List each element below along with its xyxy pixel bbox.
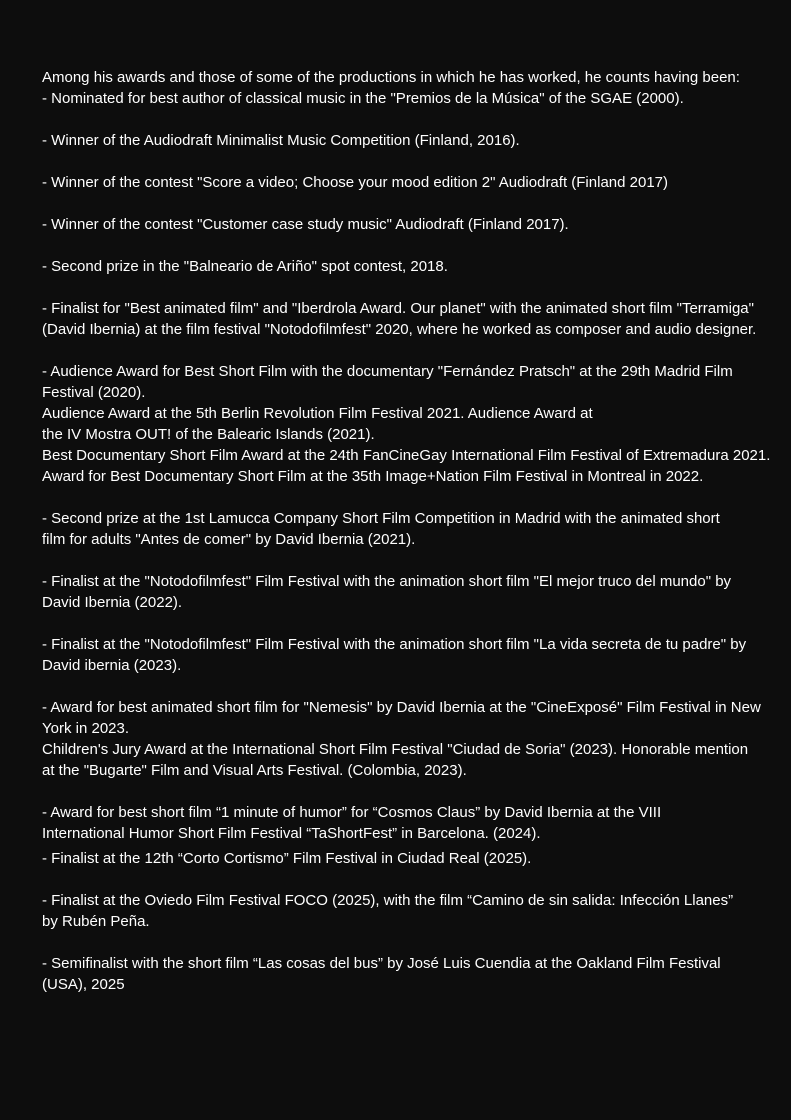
- award-entry: [42, 214, 777, 235]
- award-line: - Winner of the Audiodraft Minimalist Music Competition (Finland, 2016).: [42, 132, 520, 149]
- award-entry: [42, 508, 777, 550]
- award-line: - Finalist at the Oviedo Film Festival FOCO (2025), with the film “Camino de sin salida: Infección Llanes”: [42, 892, 734, 909]
- award-entry: [42, 130, 777, 151]
- award-line: - Finalist at the 12th “Corto Cortismo” Film Festival in Ciudad Real (2025).: [42, 850, 532, 867]
- award-entry: [42, 256, 777, 277]
- award-entry: [42, 361, 777, 487]
- award-entry: [42, 953, 777, 995]
- award-line: - Second prize at the 1st Lamucca Company Short Film Competition in Madrid with the animated short: [42, 510, 720, 527]
- award-line: - Award for best animated short film for "Nemesis" by David Ibernia at the "CineExposé" Film Festival in New: [42, 699, 761, 716]
- award-entry: [42, 697, 777, 781]
- document-body: [42, 67, 777, 995]
- award-line: - Winner of the contest "Score a video; Choose your mood edition 2" Audiodraft (Finland 2017): [42, 174, 669, 191]
- award-line: - Award for best short film “1 minute of humor” for “Cosmos Claus” by David Ibernia at the VIII: [42, 804, 662, 821]
- award-entry: [42, 88, 777, 109]
- award-entry: [42, 298, 777, 340]
- award-line: Festival (2020).: [42, 384, 146, 401]
- award-line: - Winner of the contest "Customer case study music" Audiodraft (Finland 2017).: [42, 216, 569, 233]
- award-line: Children's Jury Award at the International Short Film Festival "Ciudad de Soria" (2023). Honorable mention: [42, 741, 749, 758]
- award-line: Best Documentary Short Film Award at the 24th FanCineGay International Film Festival of Extremadura 2021.: [42, 447, 771, 464]
- award-line: - Nominated for best author of classical music in the "Premios de la Música" of the SGAE (2000).: [42, 90, 684, 107]
- award-line: - Finalist for "Best animated film" and "Iberdrola Award. Our planet" with the animated short film "Terramiga": [42, 300, 754, 317]
- award-entry: [42, 890, 777, 932]
- award-entry: [42, 571, 777, 613]
- award-line: the IV Mostra OUT! of the Balearic Islands (2021).: [42, 426, 375, 443]
- award-line: film for adults "Antes de comer" by David Ibernia (2021).: [42, 531, 416, 548]
- award-line: - Semifinalist with the short film “Las cosas del bus” by José Luis Cuendia at the Oakland Film Festival: [42, 955, 721, 972]
- award-line: Audience Award at the 5th Berlin Revolution Film Festival 2021. Audience Award at: [42, 405, 593, 422]
- award-line: - Finalist at the "Notodofilmfest" Film Festival with the animation short film "La vida secreta de tu padre" by: [42, 636, 747, 653]
- award-entry: [42, 848, 777, 869]
- award-entry: [42, 172, 777, 193]
- award-line: (USA), 2025: [42, 976, 125, 993]
- award-line: by Rubén Peña.: [42, 913, 150, 930]
- award-line: York in 2023.: [42, 720, 130, 737]
- award-line: at the "Bugarte" Film and Visual Arts Festival. (Colombia, 2023).: [42, 762, 467, 779]
- award-line: - Audience Award for Best Short Film with the documentary "Fernández Pratsch" at the 29th Madrid Film: [42, 363, 733, 380]
- award-line: David Ibernia (2022).: [42, 594, 183, 611]
- award-entry: [42, 802, 777, 844]
- award-line: Award for Best Documentary Short Film at the 35th Image+Nation Film Festival in Montreal in 2022.: [42, 468, 704, 485]
- award-line: International Humor Short Film Festival “TaShortFest” in Barcelona. (2024).: [42, 825, 541, 842]
- award-line: David ibernia (2023).: [42, 657, 182, 674]
- award-entry: [42, 634, 777, 676]
- intro-text: Among his awards and those of some of the productions in which he has worked, he counts having been:: [42, 69, 740, 86]
- award-line: (David Ibernia) at the film festival "Notodofilmfest" 2020, where he worked as composer and audio designer.: [42, 321, 757, 338]
- award-line: - Finalist at the "Notodofilmfest" Film Festival with the animation short film "El mejor truco del mundo" by: [42, 573, 732, 590]
- award-line: - Second prize in the "Balneario de Ariño" spot contest, 2018.: [42, 258, 448, 275]
